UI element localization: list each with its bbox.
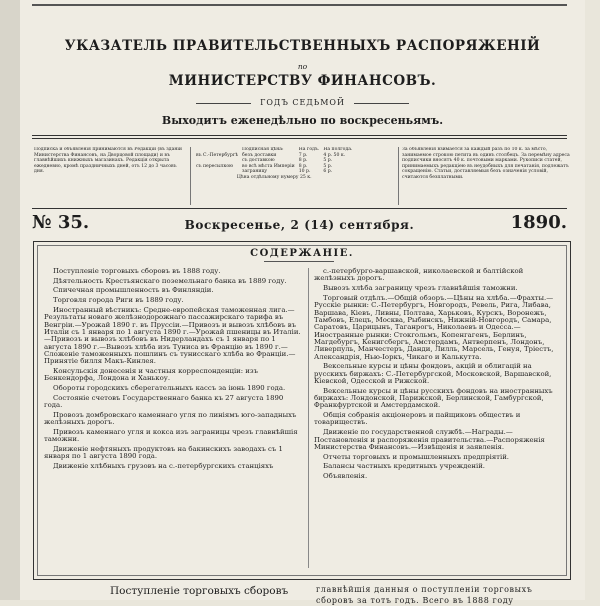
price-city: съ пересылкою (196, 163, 234, 169)
contents-item: Консульскія донесенія и частныя корреспонденціи: изъ Бенкендорфа, Лондона и Ханькоу. (44, 367, 259, 383)
header-rule-1 (32, 135, 567, 136)
contents-item: Обороты городскихъ сберегательныхъ кассъ за іюнь 1890 года. (53, 384, 286, 393)
title-line-2: по (297, 62, 308, 71)
contents-item: Торговля города Риги въ 1889 году. (53, 296, 184, 305)
top-rule (32, 4, 567, 6)
col-year: На годъ. (298, 147, 320, 152)
contents-item: Поступленіе торговыхъ сборовъ въ 1888 году. (53, 267, 221, 275)
contents-right-column (314, 268, 560, 483)
year-row (20, 98, 585, 107)
advert-terms (402, 147, 574, 205)
contents-item: Торговый отдѣлъ.—Общій обзоръ.—Цѣны на хлѣба.—Фрахты.—Русскіе рынки: С.-Петербургъ, Новгородъ, Ревель, Рига, Либава, Варшава, Кіевъ, Ливны, Полтава, Харьковъ, Курскъ, Воронежъ, Тамбовъ, Елецъ, Москва, Рыбинскъ, Нижній-Новгородъ, Самара, Саратовъ, Царицынъ, Таганрогъ, Николаевъ и Одесса.—Иностранные рынки: Стокгольмъ, Копенгагенъ, Берлинъ, Магдебургъ, Кенигсбергъ, Амстердамъ, Антверпенъ, Лондонъ, Ливерпуль, Манчестеръ, Данди, Лилль, Марсель, Генуя, Тріестъ, Александрія, Нью-Іоркъ, Чикаго и Калькутта. (314, 293, 554, 361)
newspaper-page (20, 0, 585, 605)
subscription-info-left (34, 147, 184, 205)
year-dash-left (196, 103, 251, 104)
contents-item: Движеніе по государственной службѣ.—Награды.—Постановленія и распоряженія правительства.—Распоряженія Министерства Финансовъ.—Извѣщенія и заявленія. (314, 428, 545, 451)
price-note: Цѣна отдѣльному нумеру 25 к. (236, 174, 312, 180)
issue-date: Воскресенье, 2 (14) сентября. (184, 218, 415, 232)
price-item: безъ доставки (242, 152, 277, 158)
contents-item: Движеніе хлѣбныхъ грузовъ на с.-петербургскихъ станціяхъ (53, 462, 274, 471)
contents-item: Отчеты торговыхъ и промышленныхъ предпріятій. (323, 452, 509, 461)
price-block (194, 147, 394, 205)
article-heading: Поступленіе торговыхъ сборовъ (110, 585, 289, 597)
contents-item: Состояніе счетовъ Государственнаго банка къ 27 августа 1890 года. (44, 393, 284, 410)
contents-item: Вывозъ хлѣба заграницу чрезъ главнѣйшія таможни. (323, 284, 518, 293)
article-text: главнѣйшія данныя о поступленіи торговыхъ сборовъ за тотъ годъ. Всего въ 1888 году (316, 585, 533, 605)
page-edge (0, 0, 20, 600)
contents-title-rule (264, 261, 334, 262)
advert-terms-text: За объявленія взимается за каждый разъ по 10 к. за мѣсто, занимаемое строкою петита въ одинъ столбецъ. За перемѣну адреса подписчики вносятъ 40 к. почтовыми марками. Рукописи статей, принимаемыхъ редакціею въ неудобныхъ для печатанія, подлежатъ сокращенію. Статьи, доставляемыя безъ означенія условій, считаются безплатными. (402, 147, 570, 180)
contents-item: Объявленія. (323, 472, 368, 481)
price-half: 5 р. (323, 163, 333, 169)
issue-masthead (32, 212, 567, 238)
price-year: 8 р. (298, 158, 308, 164)
contents-item: Иностранный вѣстникъ: Средне-европейская таможенная лига.—Результаты новаго желѣзнодорожнаго пассажирскаго тарифа въ Венгріи.—Урожай 1890 г. въ Пруссіи.—Привозъ и вывозъ хлѣбовъ въ Италіи съ 1 января по 1 августа 1890 г.—Урожай пшеницы въ Италіи.—Привозъ и вывозъ хлѣбовъ въ Нидерландахъ съ 1 января по 1 августа 1890 г.—Вывозъ хлѣба изъ Туниса въ Францію въ 1890 г.—Сложеніе таможенныхъ пошлинъ съ тунисскаго хлѣба во Франціи.—Принятіе билля Макъ-Кинлея. (44, 305, 301, 366)
price-year: 7 р. (298, 152, 308, 158)
contents-item: Провозъ домбровскаго каменнаго угля по линіямъ юго-западныхъ желѣзныхъ дорогъ. (44, 410, 297, 427)
year-label: ГОДЪ СЕДЬМОЙ (260, 98, 345, 107)
frequency-line: Выходитъ еженедѣльно по воскресеньямъ. (161, 114, 444, 127)
contents-item: Общія собранія акціонеровъ и пайщиковъ обществъ и товариществъ. (314, 411, 521, 427)
col-half: На полгода. (323, 147, 353, 152)
contents-item: Вексельные курсы и цѣны фондовъ, акцій и облигацій на русскихъ биржахъ: С.-Петербургской, Московской, Варшавской, Кіевской, Одесской и Рижской. (314, 362, 552, 385)
title-line-3: МИНИСТЕРСТВУ ФИНАНСОВЪ. (168, 73, 437, 89)
contents-item: Балансы частныхъ кредитныхъ учрежденій. (323, 462, 485, 471)
contents-column-separator (308, 268, 309, 568)
contents-item: Привозъ каменнаго угля и кокса изъ заграницы чрезъ главнѣйшія таможни. (44, 428, 298, 444)
price-city: въ С.-Петербургѣ (196, 152, 239, 158)
price-note-row (194, 175, 354, 181)
price-half: 4 р. 50 к. (323, 152, 346, 158)
price-half: 5 р. (323, 158, 333, 164)
price-item: заграницу (242, 169, 268, 175)
price-table (194, 147, 354, 181)
price-heading: Подписная цѣна: (242, 147, 284, 152)
contents-item: Дѣятельность Крестьянскаго поземельнаго банка въ 1889 году. (53, 276, 287, 285)
contents-title: СОДЕРЖАНІЕ. (250, 248, 354, 259)
subscription-info-left-text: Подписка и объявленія принимаются въ Редакціи (въ зданіи Министерства Финансовъ, на Дворцовой площади) и въ главнѣйшихъ книжныхъ магазинахъ. Редакція открыта ежедневно, кромѣ праздничныхъ дней, отъ 12 до 3 часовъ дня. (34, 147, 182, 175)
title-line-1: УКАЗАТЕЛЬ ПРАВИТЕЛЬСТВЕННЫХЪ РАСПОРЯЖЕНІЙ (64, 38, 541, 54)
info-separator-2 (398, 147, 399, 205)
header-rule-2 (32, 138, 567, 139)
contents-item: Спичечная промышленность въ Финляндіи. (53, 286, 214, 295)
price-year: 8 р. (298, 163, 308, 169)
price-half: 6 р. (323, 169, 333, 175)
issue-year: 1890. (510, 212, 567, 233)
info-separator-1 (190, 147, 191, 205)
price-item: во всѣ мѣста Имперіи (242, 163, 295, 169)
info-bottom-rule (32, 208, 567, 209)
issue-number: № 35. (32, 212, 90, 233)
price-year: 10 р. (298, 169, 311, 175)
contents-item: Движеніе нефтяныхъ продуктовъ на бакинскихъ заводахъ съ 1 января по 1 августа 1890 года. (44, 445, 283, 461)
contents-left-column (44, 268, 302, 473)
price-item: съ доставкою (242, 158, 275, 164)
year-dash-right (354, 103, 409, 104)
contents-item: Вексельные курсы и цѣны русскихъ фондовъ на иностранныхъ биржахъ: Лондонской, Парижской, Берлинской, Гамбургской, Франкфуртской и Амстердамской. (314, 386, 553, 410)
contents-box (33, 241, 571, 580)
contents-item: с.-петербурго-варшавской, николаевской и балтійской желѣзныхъ дорогъ. (314, 267, 524, 283)
